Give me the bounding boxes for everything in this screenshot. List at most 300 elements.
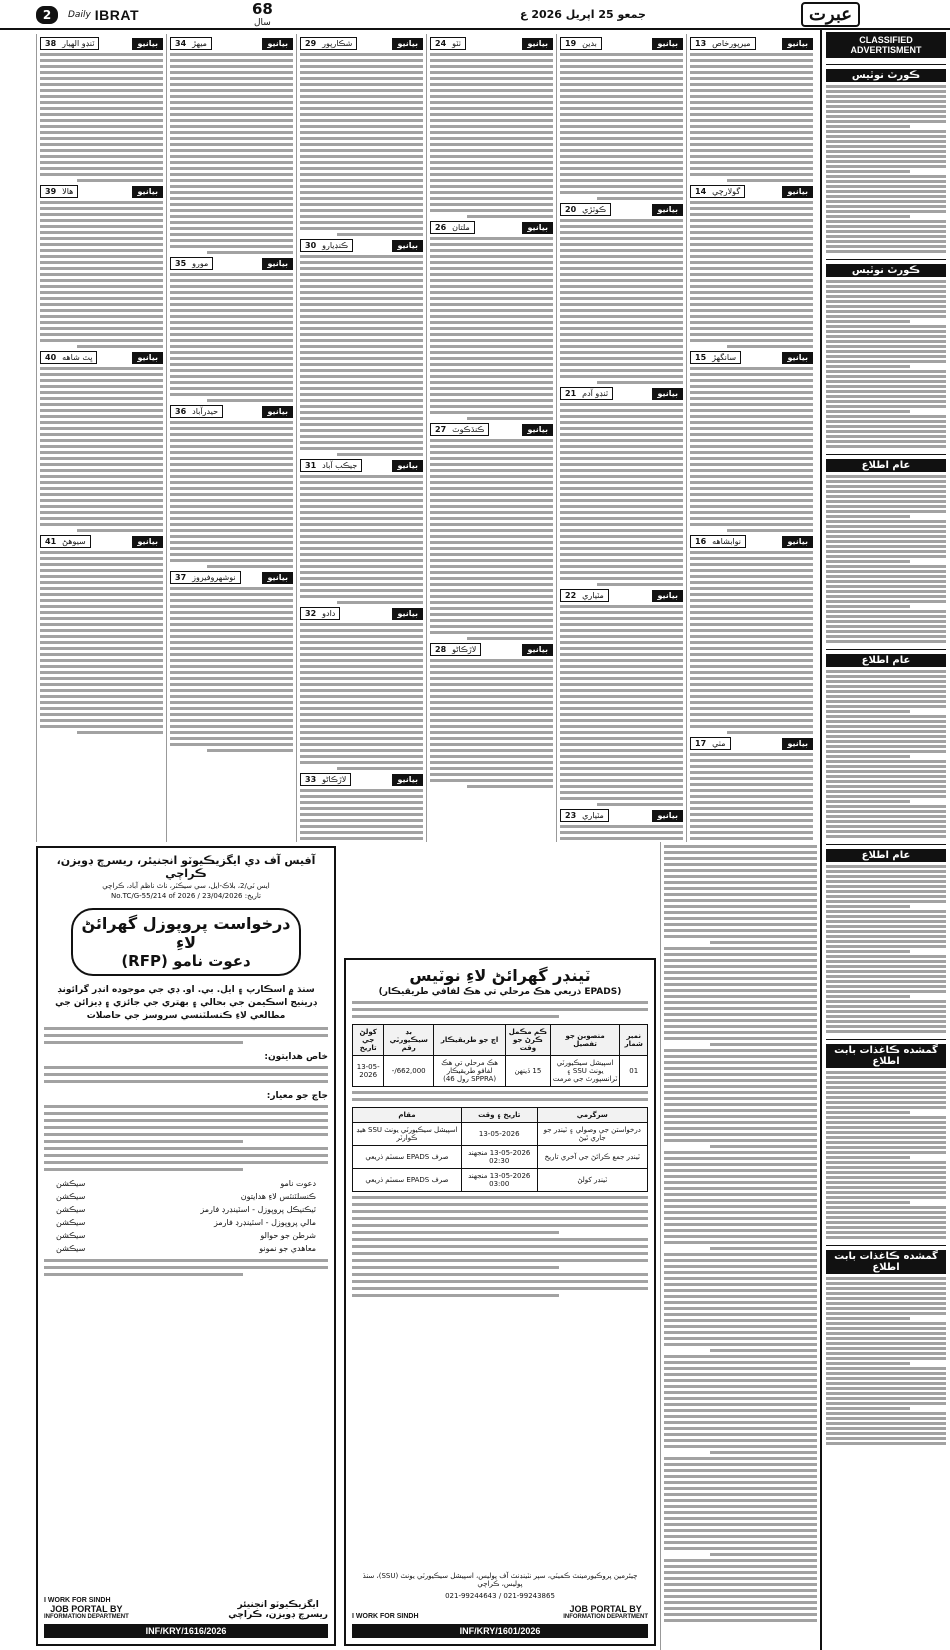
text-line [826,1387,946,1390]
text-line [826,535,946,538]
text-line [826,1216,946,1219]
text-line [664,1385,817,1388]
text-line [170,309,293,312]
text-line [170,719,293,722]
text-line [40,623,163,626]
text-line [664,1049,817,1052]
news-badge: بيانيو [782,186,813,198]
text-line [664,1139,817,1142]
text-line [40,505,163,508]
table-cell: 13-05-2026 [461,1123,537,1146]
news-dateline-number: 28 [435,645,447,654]
text-line [300,227,423,230]
text-line [826,890,946,893]
text-line [352,1266,559,1269]
text-line [170,279,293,282]
text-line [300,167,423,170]
text-line [300,267,423,270]
text-line [430,731,553,734]
text-line [560,565,683,568]
news-item-header [170,37,293,50]
text-line [826,1342,946,1345]
text-line [300,629,423,632]
text-line [597,197,683,200]
text-line [664,1031,817,1034]
text-line [826,1392,946,1395]
text-line [826,885,946,888]
news-item-header [690,37,813,50]
text-line [664,1487,817,1490]
tender-contact: چيئرمين پروڪيورمينٽ ڪميٽي، سپر نٽينڊنٽ آف پوليس، اسپيشل سيڪيورٽي يونٽ (SSU)، سنڌ پوليس، ڪراچي [362,1572,638,1588]
text-line [826,1312,946,1315]
text-line [826,1297,946,1300]
text-line [664,1067,817,1070]
rfp-section-label: ٽيڪنيڪل پروپوزل - اسٽينڊرڊ فارمز [200,1205,316,1214]
text-line [826,1186,946,1189]
news-dateline [300,37,357,50]
text-line [40,219,163,222]
text-line [300,137,423,140]
text-line [826,1437,946,1440]
text-line [40,475,163,478]
text-line [826,135,946,138]
text-line [560,185,683,188]
text-line [560,191,683,194]
text-line [170,487,293,490]
rfp-section-value: سيڪشن [56,1179,86,1188]
text-line [300,197,423,200]
text-line [170,701,293,704]
text-line [560,647,683,650]
text-line [560,167,683,170]
text-line [207,749,293,752]
text-line [560,369,683,372]
text-line [300,671,423,674]
text-line [826,1081,946,1084]
text-line [826,405,946,408]
text-line [826,825,946,828]
text-line [300,405,423,408]
text-line [560,249,683,252]
rfp-signature: ايگزيڪيوٽو انجنيئر ريسرچ ڊويزن، ڪراچي [228,1600,328,1620]
text-line [40,551,163,554]
text-line [77,529,163,532]
text-line [690,795,813,798]
text-line [664,1073,817,1076]
text-line [826,585,946,588]
text-line [40,493,163,496]
news-dateline-city: ڪنڌڪوٽ [452,425,485,434]
text-line [44,1027,328,1030]
text-line [664,1613,817,1616]
text-line [826,305,946,308]
text-line [710,941,817,944]
text-line [352,1245,648,1248]
text-line [690,689,813,692]
text-line [690,403,813,406]
text-line [352,1015,559,1018]
text-line [40,321,163,324]
text-line [664,1133,817,1136]
text-line [40,469,163,472]
text-line [826,325,946,328]
text-line [300,429,423,432]
text-line [664,1589,817,1592]
text-line [664,881,817,884]
text-line [170,617,293,620]
text-line [826,385,946,388]
text-line [170,517,293,520]
news-item-header [170,571,293,584]
text-line [430,683,553,686]
text-line [664,1187,817,1190]
text-line [826,280,946,283]
text-line [40,433,163,436]
text-line [560,53,683,56]
text-line [170,375,293,378]
text-line [300,53,423,56]
text-line [690,309,813,312]
text-line [690,83,813,86]
text-line [300,701,423,704]
rfp-title-rfp: (RFP) دعوت نامو [121,952,251,970]
text-line [664,887,817,890]
text-line [40,273,163,276]
text-line [690,71,813,74]
text-line [690,231,813,234]
text-line [430,445,553,448]
text-line [826,1277,946,1280]
rfp-title: درخواست پروپوزل گهرائڻ لاءِ [81,914,291,952]
table-cell: 13-05-2026 منجهند 03:00 [461,1169,537,1192]
news-badge: بيانيو [392,774,423,786]
text-line [430,387,553,390]
text-line [826,345,946,348]
text-line [560,155,683,158]
text-line [40,629,163,632]
text-line [560,149,683,152]
text-line [826,735,946,738]
news-dateline-city: مورو [192,259,209,268]
text-line [826,1025,946,1028]
text-line [710,1043,817,1046]
text-line [826,110,946,113]
text-line [40,53,163,56]
text-line [826,175,946,178]
text-line [664,1217,817,1220]
text-line [170,599,293,602]
text-line [664,1115,817,1118]
text-line [430,457,553,460]
text-line [44,1034,328,1037]
text-line [40,695,163,698]
text-line [170,291,293,294]
text-line [826,1357,946,1360]
news-dateline-number: 13 [695,39,707,48]
text-line [300,279,423,282]
text-line [560,291,683,294]
text-line [690,605,813,608]
text-line [300,113,423,116]
text-line [560,831,683,834]
text-line [690,451,813,454]
text-line [300,441,423,444]
text-line [430,363,553,366]
news-dateline-city: ڀٽ شاهه [62,353,93,362]
text-line [560,113,683,116]
text-line [300,261,423,264]
text-line [826,685,946,688]
text-line [826,740,946,743]
text-line [300,71,423,74]
text-line [664,1415,817,1418]
classified-section [826,259,946,448]
text-line [430,469,553,472]
text-line [664,1427,817,1430]
text-line [826,990,946,993]
text-line [430,535,553,538]
text-line [826,895,946,898]
text-line [40,89,163,92]
text-line [826,700,946,703]
text-line [430,71,553,74]
news-badge: بيانيو [132,38,163,50]
text-line [664,1289,817,1292]
text-line [44,1041,243,1044]
text-line [300,589,423,592]
text-line [170,665,293,668]
text-line [170,71,293,74]
text-line [664,1301,817,1304]
text-line [664,1529,817,1532]
text-line [560,339,683,342]
text-line [710,1145,817,1148]
text-line [300,417,423,420]
text-line [430,315,553,318]
text-line [826,1427,946,1430]
text-line [44,1119,328,1122]
text-line [560,363,683,366]
text-line [40,439,163,442]
text-line [170,587,293,590]
text-line [430,327,553,330]
text-line [430,357,553,360]
news-badge: بيانيو [132,186,163,198]
text-line [826,185,946,188]
text-line [300,725,423,728]
rfp-section-row [44,1203,328,1216]
text-line [170,209,293,212]
text-line [597,381,683,384]
news-badge: بيانيو [652,204,683,216]
text-line [826,590,946,593]
text-line [337,233,423,236]
text-line [826,1377,946,1380]
text-line [560,83,683,86]
text-line [300,571,423,574]
text-line [560,559,683,562]
text-line [44,1259,328,1262]
text-line [430,59,553,62]
text-line [430,541,553,544]
text-line [170,83,293,86]
text-line [430,191,553,194]
text-line [40,487,163,490]
text-line [352,1224,648,1227]
text-line [40,605,163,608]
text-line [664,1295,817,1298]
text-line [826,1181,946,1184]
classified-section-title: ڪورٽ نوٽيس [826,69,946,82]
text-line [170,523,293,526]
table-cell: 13-05-2026 [353,1056,384,1087]
table-header: بڊ سيڪيورٽي رقم [384,1025,434,1056]
table-cell: صرف EPADS سسٽم ذريعي [353,1169,462,1192]
text-line [300,351,423,354]
text-line [826,435,946,438]
text-line [826,1307,946,1310]
text-line [77,179,163,182]
text-line [560,605,683,608]
text-line [826,130,946,133]
text-line [826,95,946,98]
text-line [40,107,163,110]
text-line [664,1151,817,1154]
news-dateline-city: ٺٽو [452,39,461,48]
text-line [430,179,553,182]
text-line [826,1126,946,1129]
text-line [826,565,946,568]
table-cell: 15 ڏينهن [506,1056,551,1087]
text-line [664,1325,817,1328]
text-line [40,225,163,228]
text-line [690,373,813,376]
text-line [826,1191,946,1194]
text-line [430,565,553,568]
text-line [664,1583,817,1586]
text-line [40,719,163,722]
text-line [40,725,163,728]
text-line [826,600,946,603]
news-dateline-number: 37 [175,573,187,582]
table-row [353,1169,648,1192]
text-line [40,391,163,394]
text-line [40,659,163,662]
text-line [664,863,817,866]
text-line [300,435,423,438]
text-line [690,285,813,288]
job-portal-text: JOB PORTAL BY [50,1604,123,1614]
text-line [826,180,946,183]
text-line [664,1355,817,1358]
news-dateline-city: سيوهڻ [62,537,86,546]
text-line [664,995,817,998]
text-line [826,410,910,413]
text-line [690,439,813,442]
text-line [826,1236,946,1239]
text-line [430,351,553,354]
rfp-advertisement [36,846,336,1646]
text-line [560,737,683,740]
text-line [430,173,553,176]
news-badge: بيانيو [262,258,293,270]
text-line [826,1141,946,1144]
text-line [300,749,423,752]
text-line [40,683,163,686]
text-line [560,761,683,764]
rfp-scope: سنڌ ۾ اسڪارپ ۽ ايل. بي. او. ڊي جي موجوده انڊر گرائونڊ ڊرينيج اسڪيمن جي بحالي ۽ بهتري جي جائزي ۽ ڊيزائن جي مطالعي لاءِ ڪنسلٽنسي سروسز جي حاصلات [55,985,317,1021]
text-line [826,105,946,108]
text-line [560,409,683,412]
rfp-section-value: سيڪشن [56,1231,86,1240]
text-line [430,631,553,634]
text-line [664,1319,817,1322]
rfp-section-value: سيڪشن [56,1205,86,1214]
text-line [690,695,813,698]
text-line [826,370,946,373]
text-line [40,707,163,710]
text-line [170,457,293,460]
news-badge: بيانيو [652,388,683,400]
news-badge: بيانيو [522,222,553,234]
text-line [170,511,293,514]
text-line [664,1547,817,1550]
text-line [690,297,813,300]
text-line [664,845,817,848]
text-line [560,107,683,110]
text-line [430,481,553,484]
text-line [430,167,553,170]
masthead [0,0,950,30]
text-line [430,779,553,782]
text-line [826,510,946,513]
text-line [560,493,683,496]
text-line [664,1001,817,1004]
text-line [560,749,683,752]
text-line [352,1252,648,1255]
text-line [560,523,683,526]
text-line [826,120,946,123]
text-line [690,327,813,330]
text-line [170,155,293,158]
text-line [826,1327,946,1330]
text-line [467,785,553,788]
text-line [430,77,553,80]
text-line [664,1229,817,1232]
text-line [40,677,163,680]
text-line [170,227,293,230]
text-line [826,745,946,748]
text-line [826,730,946,733]
text-line [826,525,946,528]
text-line [664,929,817,932]
text-line [826,955,946,958]
text-line [170,683,293,686]
text-line [40,445,163,448]
news-item-header [40,185,163,198]
text-line [690,499,813,502]
news-item-header [430,643,553,656]
text-line [664,1037,817,1040]
text-line [826,1161,946,1164]
text-line [560,577,683,580]
news-badge: بيانيو [392,38,423,50]
text-line [826,1322,946,1325]
text-line [664,1379,817,1382]
text-line [430,487,553,490]
table-cell: ٽينڊر کولڻ [537,1169,647,1192]
news-dateline-city: دادو [322,609,336,618]
